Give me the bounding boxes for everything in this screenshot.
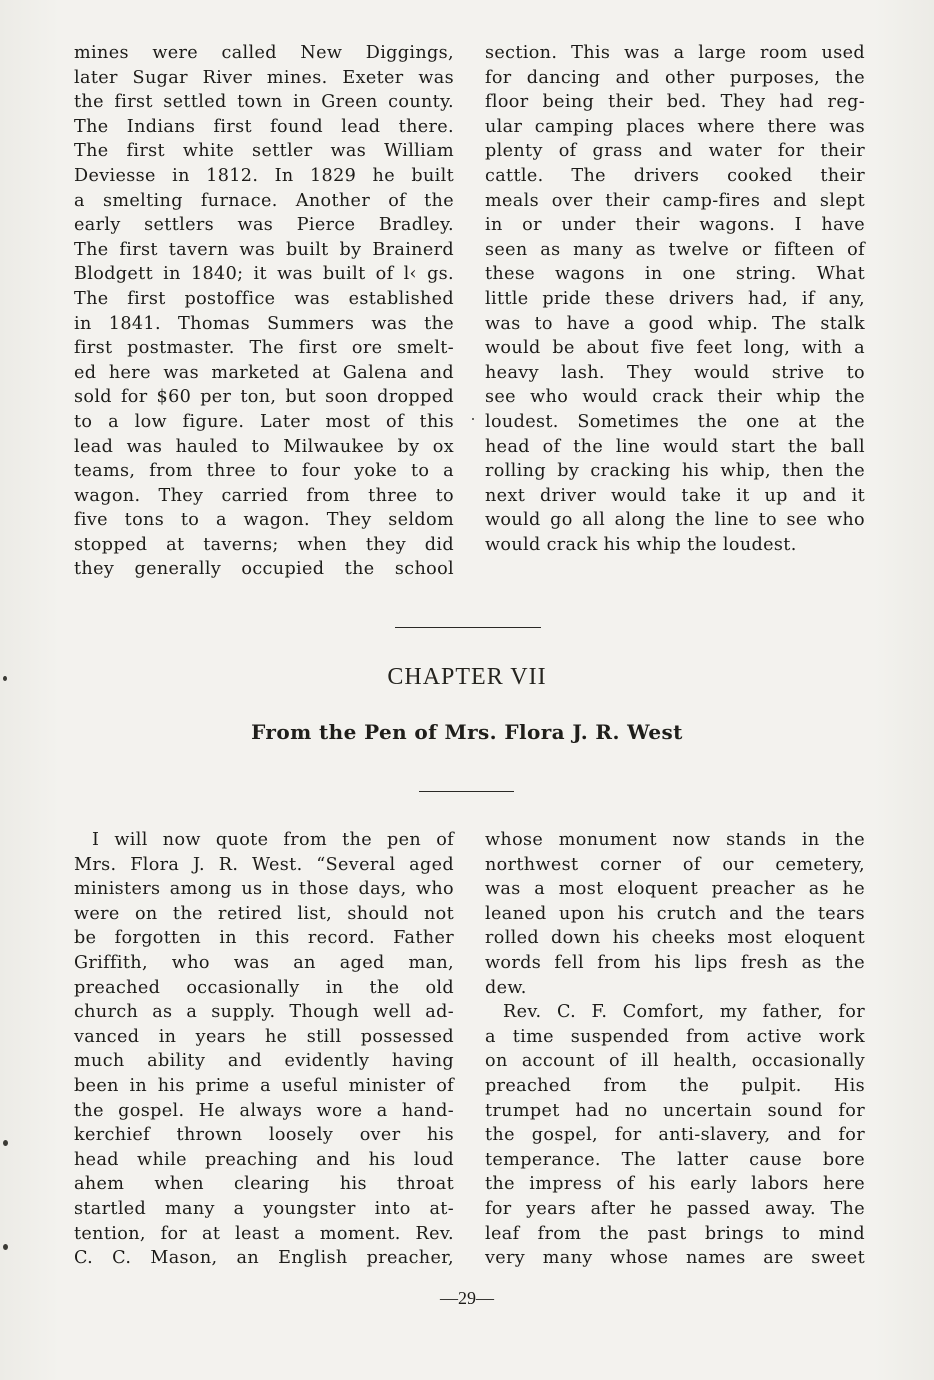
text-line: a smelting furnace. Another of the — [74, 190, 454, 211]
text-line: church as a supply. Though well ad- — [74, 1002, 454, 1023]
text-line: Deviesse in 1812. In 1829 he built — [74, 165, 454, 186]
text-line: teams, from three to four yoke to a — [74, 461, 454, 482]
text-line: seen as many as twelve or fifteen of — [485, 239, 865, 260]
text-line: early settlers was Pierce Bradley. — [74, 215, 454, 236]
text-line: the first settled town in Green county. — [74, 92, 454, 113]
text-line: vanced in years he still possessed — [74, 1026, 454, 1047]
bottom-right-column — [485, 828, 865, 1271]
text-line: for years after he passed away. The — [485, 1198, 865, 1219]
text-line: ed here was marketed at Galena and — [74, 362, 454, 383]
text-line: ministers among us in those days, who — [74, 879, 454, 900]
text-line: next driver would take it up and it — [485, 485, 865, 506]
text-line: wagon. They carried from three to — [74, 485, 454, 506]
text-line: The first white settler was William — [74, 141, 454, 162]
text-line: head while preaching and his loud — [74, 1149, 454, 1170]
text-line: whose monument now stands in the — [485, 830, 865, 850]
text-line: mines were called New Diggings, — [74, 43, 454, 63]
text-line: rolled down his cheeks most eloquent — [485, 928, 865, 949]
text-line: kerchief thrown loosely over his — [74, 1125, 454, 1146]
text-line: The first tavern was built by Brainerd — [74, 239, 454, 260]
text-line: words fell from his lips fresh as the — [485, 952, 865, 973]
text-line: startled many a youngster into at- — [74, 1198, 454, 1219]
text-line: sold for $60 per ton, but soon dropped — [74, 387, 454, 408]
text-line: stopped at taverns; when they did — [74, 534, 454, 555]
text-line: much ability and evidently having — [74, 1051, 454, 1072]
text-line: loudest. Sometimes the one at the — [485, 411, 865, 432]
text-line: very many whose names are sweet — [485, 1248, 865, 1269]
text-line: leaned upon his crutch and the tears — [485, 903, 865, 924]
text-line: dew. — [485, 977, 527, 998]
text-line: was to have a good whip. The stalk — [485, 313, 865, 334]
top-left-column — [74, 41, 454, 582]
section-divider-top — [395, 627, 541, 628]
text-line: in or under their wagons. I have — [485, 215, 865, 236]
text-line: for dancing and other purposes, the — [485, 67, 865, 88]
text-line: Mrs. Flora J. R. West. “Several aged — [74, 854, 454, 875]
chapter-subtitle: From the Pen of Mrs. Flora J. R. West — [251, 720, 683, 744]
text-line: preached occasionally in the old — [74, 977, 454, 998]
text-line: temperance. The latter cause bore — [485, 1149, 865, 1170]
text-line: see who would crack their whip the — [485, 387, 865, 408]
margin-speck — [3, 1244, 8, 1250]
text-line: would crack his whip the loudest. — [485, 534, 797, 555]
page-number: —29— — [440, 1288, 494, 1308]
section-divider-bottom — [419, 791, 514, 792]
text-line: would be about five feet long, with a — [485, 338, 865, 359]
text-line: tention, for at least a moment. Rev. — [74, 1223, 454, 1244]
text-line: these wagons in one string. What — [485, 264, 865, 285]
text-line: trumpet had no uncertain sound for — [485, 1100, 865, 1121]
text-line: Rev. C. F. Comfort, my father, for — [503, 1002, 865, 1023]
text-line: plenty of grass and water for their — [485, 141, 865, 162]
text-line: I will now quote from the pen of — [92, 830, 454, 850]
text-line: the gospel. He always wore a hand- — [74, 1100, 454, 1121]
top-right-column — [485, 41, 865, 557]
text-line: five tons to a wagon. They seldom — [74, 510, 454, 531]
text-line: heavy lash. They would strive to — [485, 362, 865, 383]
margin-speck — [3, 676, 7, 681]
chapter-heading: CHAPTER VII — [387, 664, 547, 690]
text-line: C. C. Mason, an English preacher, — [74, 1248, 454, 1269]
bottom-left-column — [74, 828, 454, 1271]
text-line: to a low figure. Later most of this — [74, 411, 454, 432]
text-line: be forgotten in this record. Father — [74, 928, 454, 949]
text-line: Griffith, who was an aged man, — [74, 952, 454, 973]
text-line: would go all along the line to see who — [485, 510, 865, 531]
text-line: leaf from the past brings to mind — [485, 1223, 865, 1244]
text-line: ular camping places where there was — [485, 116, 865, 137]
text-line: been in his prime a useful minister of — [74, 1075, 454, 1096]
text-line: were on the retired list, should not — [74, 903, 454, 924]
text-line: cattle. The drivers cooked their — [485, 165, 865, 186]
margin-speck — [3, 1140, 8, 1146]
text-line: the gospel, for anti-slavery, and for — [485, 1125, 865, 1146]
text-line: preached from the pulpit. His — [485, 1075, 865, 1096]
text-line: the impress of his early labors here — [485, 1174, 865, 1195]
text-line: northwest corner of our cemetery, — [485, 854, 865, 875]
text-line: rolling by cracking his whip, then the — [485, 461, 865, 482]
text-line: The first postoffice was established — [74, 288, 454, 309]
text-line: lead was hauled to Milwaukee by ox — [74, 436, 454, 457]
text-line: Blodgett in 1840; it was built of l‹ gs. — [74, 264, 454, 285]
text-line: The Indians first found lead there. — [74, 116, 454, 137]
text-line: first postmaster. The first ore smelt- — [74, 338, 454, 359]
text-line: meals over their camp-fires and slept — [485, 190, 865, 211]
text-line: later Sugar River mines. Exeter was — [74, 67, 454, 88]
text-line: a time suspended from active work — [485, 1026, 865, 1047]
text-line: little pride these drivers had, if any, — [485, 288, 865, 309]
text-line: ahem when clearing his throat — [74, 1174, 454, 1195]
text-line: head of the line would start the ball — [485, 436, 865, 457]
text-line: was a most eloquent preacher as he — [485, 879, 865, 900]
text-line: section. This was a large room used — [485, 43, 865, 63]
text-line: in 1841. Thomas Summers was the — [74, 313, 454, 334]
text-line: on account of ill health, occasionally — [485, 1051, 865, 1072]
text-line: they generally occupied the school — [74, 559, 454, 580]
text-line: floor being their bed. They had reg- — [485, 92, 865, 113]
margin-speck — [472, 418, 474, 420]
